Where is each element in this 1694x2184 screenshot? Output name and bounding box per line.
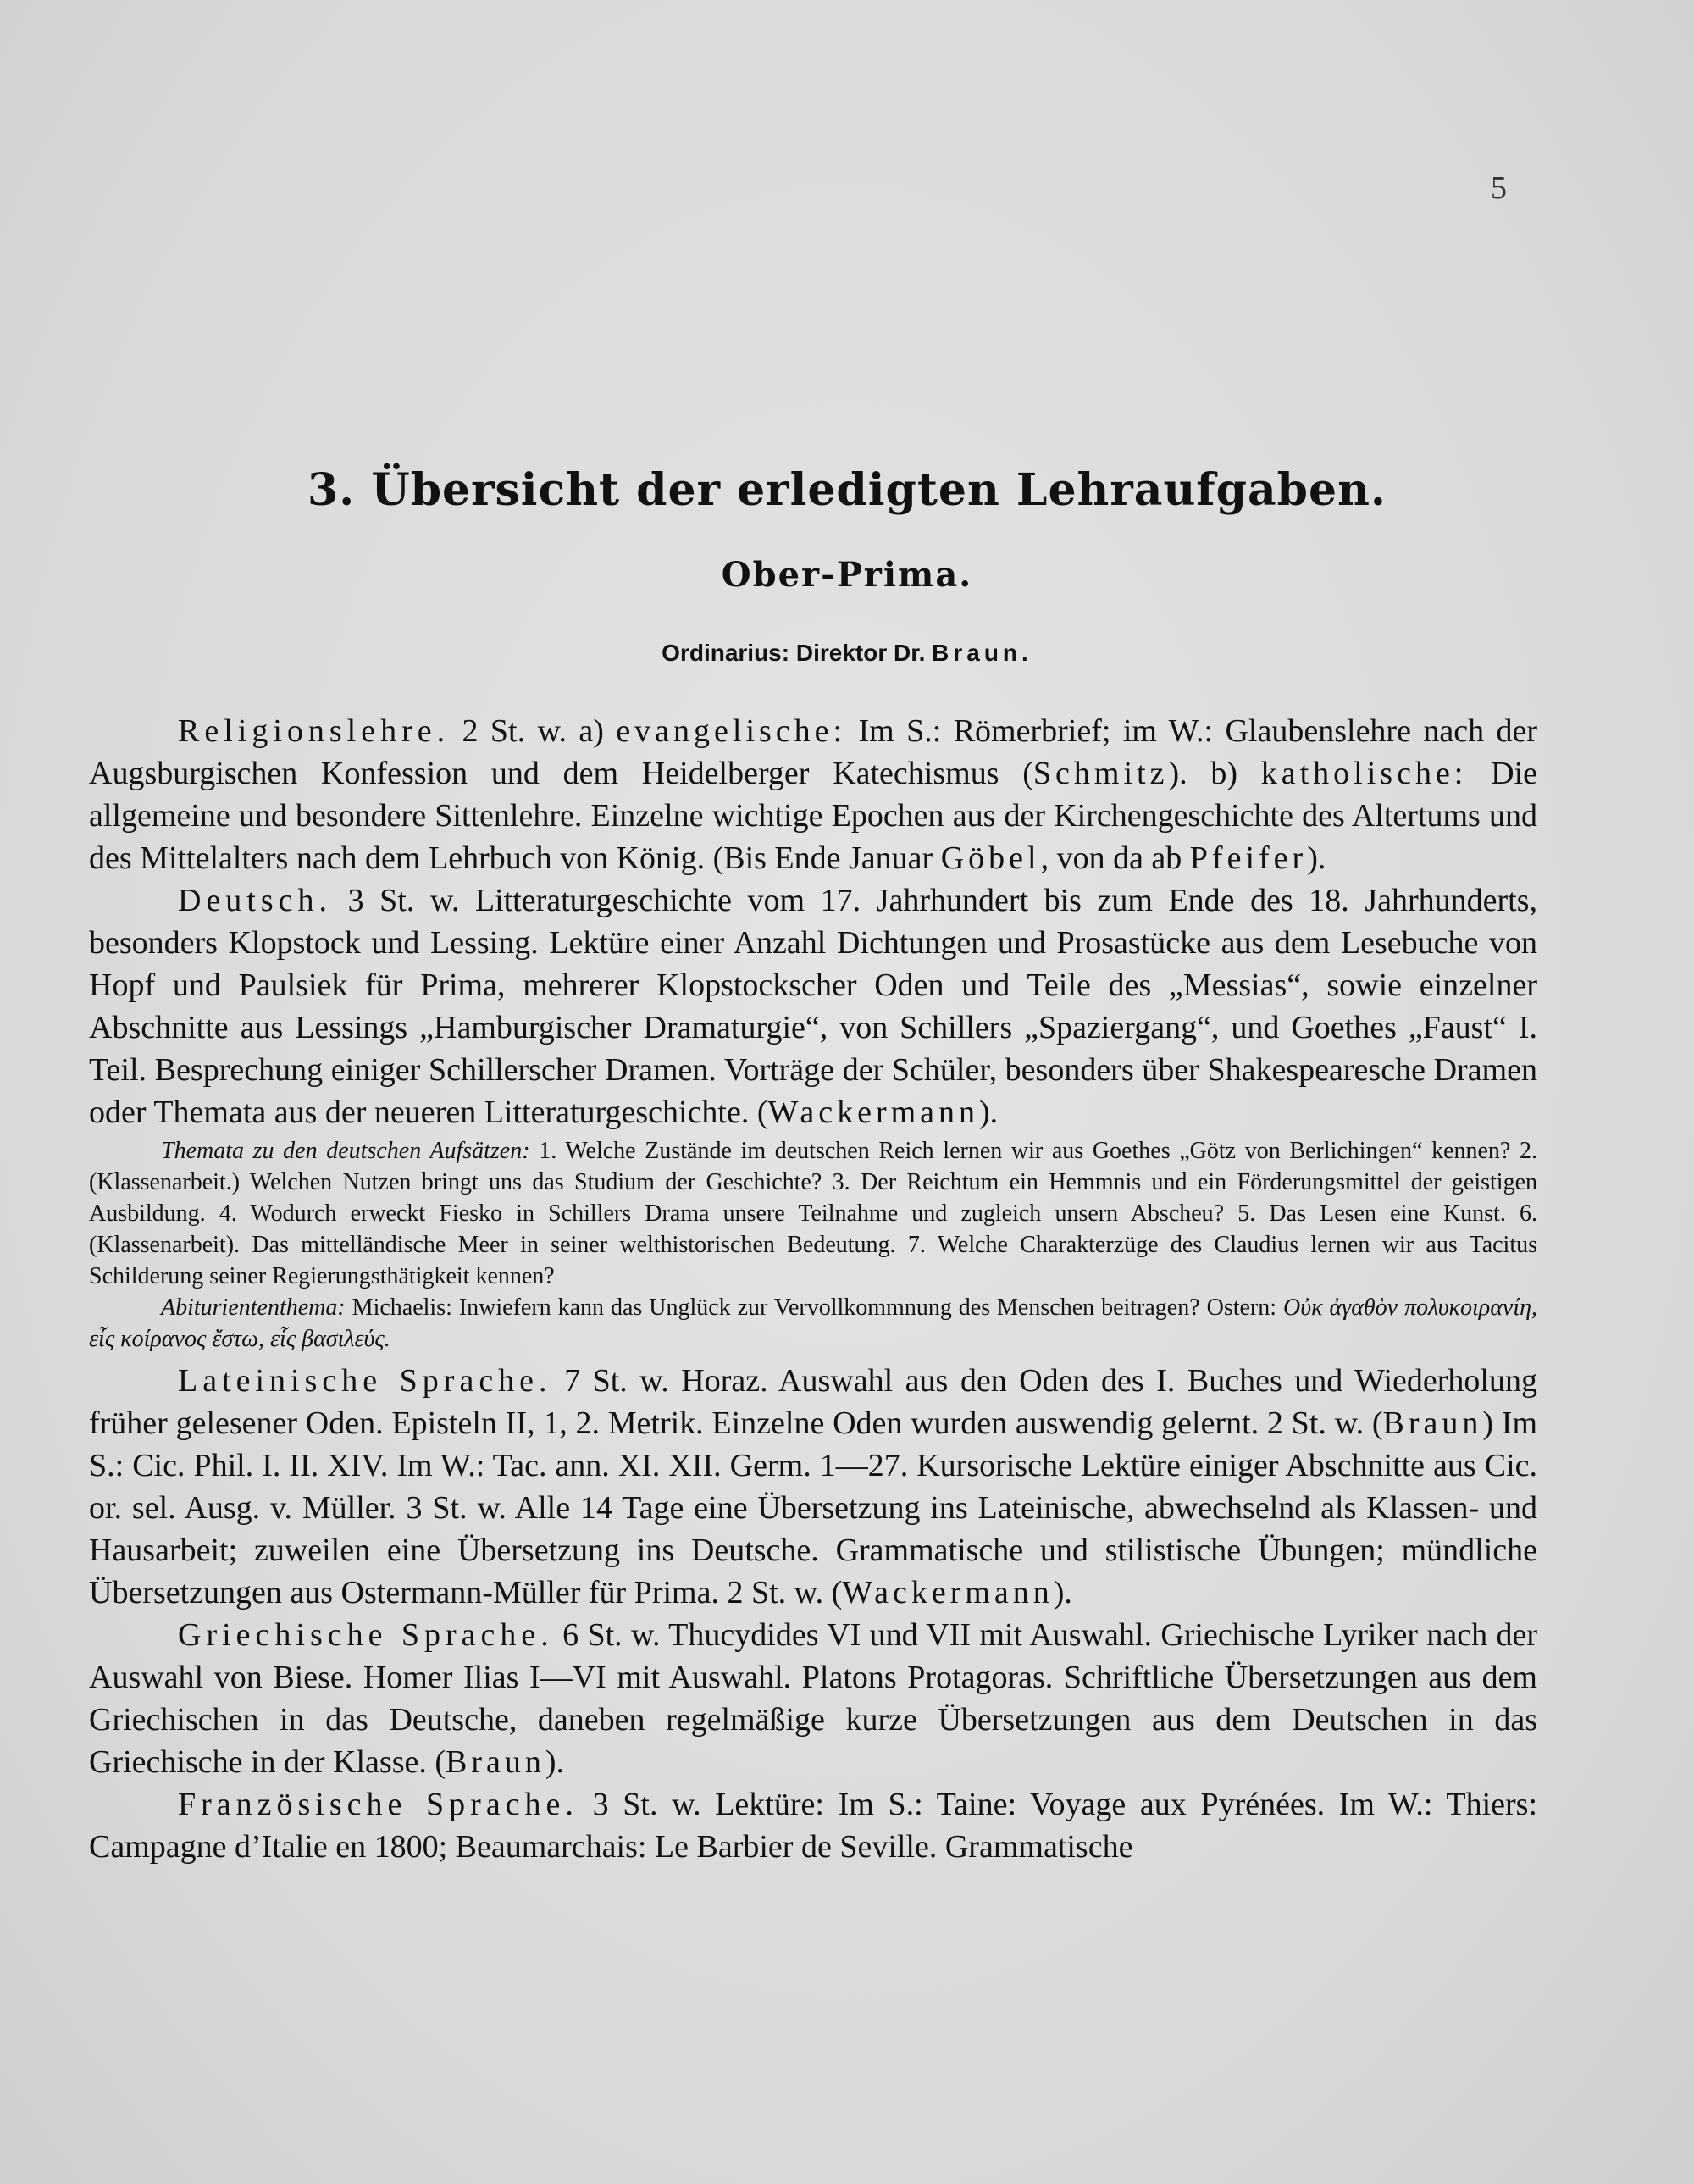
ordinarius-label: Ordinarius: Direktor Dr. <box>662 640 926 666</box>
ordinarius-name: Braun. <box>932 640 1032 666</box>
abitur-label: Abituriententhema: <box>161 1294 346 1321</box>
paragraph-deutsch <box>89 879 1537 1134</box>
paragraph-latein <box>89 1360 1537 1614</box>
term-evangelisch: evangelische: <box>616 713 847 749</box>
teacher-name: Wackermann <box>767 1095 980 1130</box>
text-span: ). <box>545 1744 565 1780</box>
section-heading: 3. Übersicht der erledigten Lehraufgaben. <box>307 464 1387 516</box>
paragraph-abitur <box>89 1292 1537 1355</box>
ordinarius-line <box>0 640 1694 667</box>
subject-franzoesisch: Französische Sprache. <box>178 1787 579 1822</box>
greek-quote: Οὐκ ἀγαθὸν πολυκοιρανίη, εἷς κοίρανος ἔστω, εἷς βασιλεύς. <box>89 1294 1538 1352</box>
term-katholisch: katholische: <box>1260 756 1468 791</box>
text-span: 7 St. w. Horaz. Auswahl aus den Oden des I. Buches und Wiederholung früher gelesener Oden. Episteln II, 1, 2. Metrik. Einzelne Oden wurden auswendig gelernt. 2 St. w. ( <box>89 1363 1537 1441</box>
paragraph-religion <box>89 710 1537 879</box>
text-span: Im S.: Römerbrief; im W.: Glaubenslehre nach der Augsburgischen Konfession und dem Heidelberger Katechismus ( <box>89 713 1538 791</box>
text-span: 6 St. w. Thucydides VI und VII mit Auswahl. Griechische Lyriker nach der Auswahl von Biese. Homer Ilias I—VI mit Auswahl. Platons Protagoras. Schriftliche Übersetzungen aus dem Griechischen in das Deutsche, daneben regelmäßige kurze Übersetzungen aus dem Deutschen in das Griechische in der Klasse. ( <box>89 1617 1538 1780</box>
paragraph-themata <box>89 1135 1537 1292</box>
teacher-name: Braun <box>1382 1405 1483 1441</box>
text-span: 1. Welche Zustände im deutschen Reich lernen wir aus Goethes „Götz von Berlichingen“ kennen? 2. (Klassenarbeit.) Welchen Nutzen bringt uns das Studium der Geschichte? 3. Der Reichtum ein Hemmnis und ein Förderungsmittel der geistigen Ausbildung. 4. Wodurch erweckt Fiesko in Schillers Drama unsere Teilnahme und zugleich unsern Abscheu? 5. Das Lesen eine Kunst. 6. (Klassenarbeit). Das mittelländische Meer in seiner welthistorischen Bedeutung. 7. Welche Charakterzüge des Claudius lernen wir aus Tacitus Schilderung seiner Regierungsthätigkeit kennen? <box>89 1138 1538 1289</box>
text-span: Die allgemeine und besondere Sittenlehre. Einzelne wichtige Epochen aus der Kirchengeschichte des Altertums und des Mittelalters nach dem Lehrbuch von König. (Bis Ende Januar <box>89 756 1537 876</box>
paragraph-franzoesisch <box>89 1783 1537 1868</box>
teacher-name: Pfeifer <box>1189 840 1308 876</box>
subject-religion: Religionslehre. <box>178 713 451 749</box>
page-number: 5 <box>1491 170 1507 206</box>
text-span: 2 St. w. a) <box>450 713 617 749</box>
teacher-name: Göbel <box>940 840 1041 876</box>
text-span: 3 St. w. Litteraturgeschichte vom 17. Jahrhundert bis zum Ende des 18. Jahrhunderts, besonders Klopstock und Lessing. Lektüre einer Anzahl Dichtungen und Prosastücke aus dem Lesebuche von Hopf und Paulsiek für Prima, mehrerer Klopstockscher Oden und Teile des „Messias“, sowie einzelner Abschnitte aus Lessings „Hamburgischer Dramaturgie“, von Schillers „Spaziergang“, und Goethes „Faust“ I. Teil. Besprechung einiger Schillerscher Dramen. Vorträge der Schüler, besonders über Shakespearesche Dramen oder Themata aus der neueren Litteraturgeschichte. ( <box>89 883 1537 1130</box>
subject-deutsch: Deutsch. <box>178 883 333 918</box>
paragraph-griechisch <box>89 1614 1537 1783</box>
text-span: ). b) <box>1168 756 1261 791</box>
text-span: ). <box>1053 1575 1072 1610</box>
subject-griechisch: Griechische Sprache. <box>178 1617 554 1653</box>
text-span: ) Im S.: Cic. Phil. I. II. XIV. Im W.: Tac. ann. XI. XII. Germ. 1—27. Kursorische Lektüre einiger Abschnitte aus Cic. or. sel. Ausg. v. Müller. 3 St. w. Alle 14 Tage eine Übersetzung ins Lateinische, abwechselnd als Klassen- und Hausarbeit; zuweilen eine Übersetzung ins Deutsche. Grammatische und stilistische Übungen; mündliche Übersetzungen aus Ostermann-Müller für Prima. 2 St. w. ( <box>89 1405 1537 1610</box>
text-span: , von da ab <box>1040 840 1190 876</box>
subject-latein: Lateinische Sprache. <box>178 1363 552 1399</box>
themata-label: Themata zu den deutschen Aufsätzen: <box>161 1138 530 1164</box>
text-span: 3 St. w. Lektüre: Im S.: Taine: Voyage aux Pyrénées. Im W.: Thiers: Campagne d’Italie en 1800; Beaumarchais: Le Barbier de Seville. Grammatische <box>89 1787 1537 1865</box>
text-span: Michaelis: Inwiefern kann das Unglück zur Vervollkommnung des Menschen beitragen? Ostern: <box>345 1294 1283 1321</box>
teacher-name: Braun <box>446 1744 545 1780</box>
teacher-name: Schmitz <box>1032 756 1169 791</box>
text-span: ). <box>1307 840 1326 876</box>
text-span: ). <box>979 1095 999 1130</box>
body-text <box>89 710 1537 1868</box>
essay-topics-block <box>89 1135 1537 1355</box>
class-heading: Ober-Prima. <box>721 555 973 595</box>
teacher-name: Wackermann <box>842 1575 1054 1610</box>
